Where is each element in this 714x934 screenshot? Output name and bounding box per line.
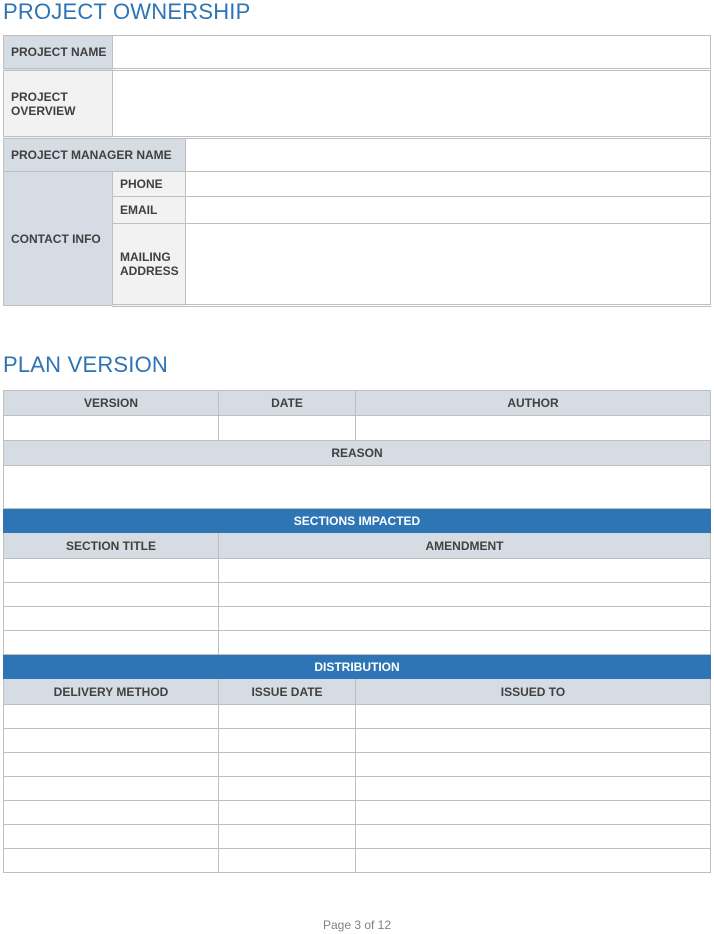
issue-date-field[interactable] (219, 729, 356, 753)
version-field[interactable] (4, 416, 219, 441)
phone-row (4, 172, 711, 197)
project-name-label: PROJECT NAME (4, 36, 113, 70)
section-columns-row (4, 533, 711, 559)
distribution-entry-row (4, 849, 711, 873)
distribution-entry-row (4, 825, 711, 849)
plan-version-table (3, 390, 711, 873)
reason-entry-row (4, 466, 711, 509)
issue-date-field[interactable] (219, 777, 356, 801)
project-manager-field[interactable] (186, 138, 711, 172)
distribution-entry-row (4, 705, 711, 729)
sections-impacted-row (4, 509, 711, 533)
project-overview-label (4, 70, 113, 138)
distribution-entry-row (4, 801, 711, 825)
issue-date-field[interactable] (219, 705, 356, 729)
delivery-method-field[interactable] (4, 729, 219, 753)
delivery-method-field[interactable] (4, 753, 219, 777)
version-entry-row (4, 416, 711, 441)
distribution-entry-row (4, 729, 711, 753)
section-row (4, 559, 711, 583)
section-title-field[interactable] (4, 559, 219, 583)
distribution-header: DISTRIBUTION (4, 655, 711, 679)
issued-to-field[interactable] (356, 777, 711, 801)
author-field[interactable] (356, 416, 711, 441)
plan-version-title: PLAN VERSION (3, 352, 169, 377)
section-row (4, 631, 711, 655)
author-column-header: AUTHOR (356, 391, 711, 416)
delivery-method-field[interactable] (4, 801, 219, 825)
project-manager-row (4, 138, 711, 172)
page-number: Page 3 of 12 (322, 918, 392, 932)
distribution-entry-row (4, 777, 711, 801)
issue-date-field[interactable] (219, 753, 356, 777)
distribution-entry-row (4, 753, 711, 777)
section-title-field[interactable] (4, 583, 219, 607)
amendment-field[interactable] (219, 559, 711, 583)
section-title-field[interactable] (4, 631, 219, 655)
project-name-field[interactable] (113, 36, 711, 70)
mailing-address-field[interactable] (186, 224, 711, 306)
issue-date-field[interactable] (219, 849, 356, 873)
phone-field[interactable] (186, 172, 711, 197)
section-title-field[interactable] (4, 607, 219, 631)
project-ownership-table (3, 35, 711, 307)
mailing-address-label-text: MAILING ADDRESS (120, 250, 179, 278)
email-field[interactable] (186, 197, 711, 224)
section-row (4, 607, 711, 631)
project-ownership-title: PROJECT OWNERSHIP (3, 0, 251, 24)
delivery-method-field[interactable] (4, 705, 219, 729)
reason-field[interactable] (4, 466, 711, 509)
phone-label: PHONE (113, 172, 186, 197)
section-title-column-header: SECTION TITLE (4, 533, 219, 559)
sections-impacted-header: SECTIONS IMPACTED (4, 509, 711, 533)
email-label: EMAIL (113, 197, 186, 224)
project-name-row (4, 36, 711, 70)
project-overview-label-text: PROJECT OVERVIEW (11, 89, 76, 118)
issue-date-column-header: ISSUE DATE (219, 679, 356, 705)
amendment-field[interactable] (219, 583, 711, 607)
amendment-field[interactable] (219, 631, 711, 655)
contact-info-label: CONTACT INFO (4, 172, 113, 306)
reason-header-row (4, 441, 711, 466)
project-manager-label: PROJECT MANAGER NAME (4, 138, 186, 172)
issued-to-column-header: ISSUED TO (356, 679, 711, 705)
amendment-field[interactable] (219, 607, 711, 631)
issued-to-field[interactable] (356, 705, 711, 729)
reason-header: REASON (4, 441, 711, 466)
delivery-method-field[interactable] (4, 849, 219, 873)
version-column-header: VERSION (4, 391, 219, 416)
distribution-columns-row (4, 679, 711, 705)
issued-to-field[interactable] (356, 729, 711, 753)
issued-to-field[interactable] (356, 849, 711, 873)
issue-date-field[interactable] (219, 801, 356, 825)
date-column-header: DATE (219, 391, 356, 416)
project-overview-field[interactable] (113, 70, 711, 138)
amendment-column-header: AMENDMENT (219, 533, 711, 559)
issued-to-field[interactable] (356, 801, 711, 825)
section-row (4, 583, 711, 607)
issued-to-field[interactable] (356, 753, 711, 777)
project-overview-row (4, 70, 711, 138)
date-field[interactable] (219, 416, 356, 441)
issue-date-field[interactable] (219, 825, 356, 849)
issued-to-field[interactable] (356, 825, 711, 849)
delivery-method-field[interactable] (4, 825, 219, 849)
delivery-method-field[interactable] (4, 777, 219, 801)
mailing-address-label (113, 224, 186, 306)
version-header-row (4, 391, 711, 416)
distribution-row (4, 655, 711, 679)
delivery-method-column-header: DELIVERY METHOD (4, 679, 219, 705)
